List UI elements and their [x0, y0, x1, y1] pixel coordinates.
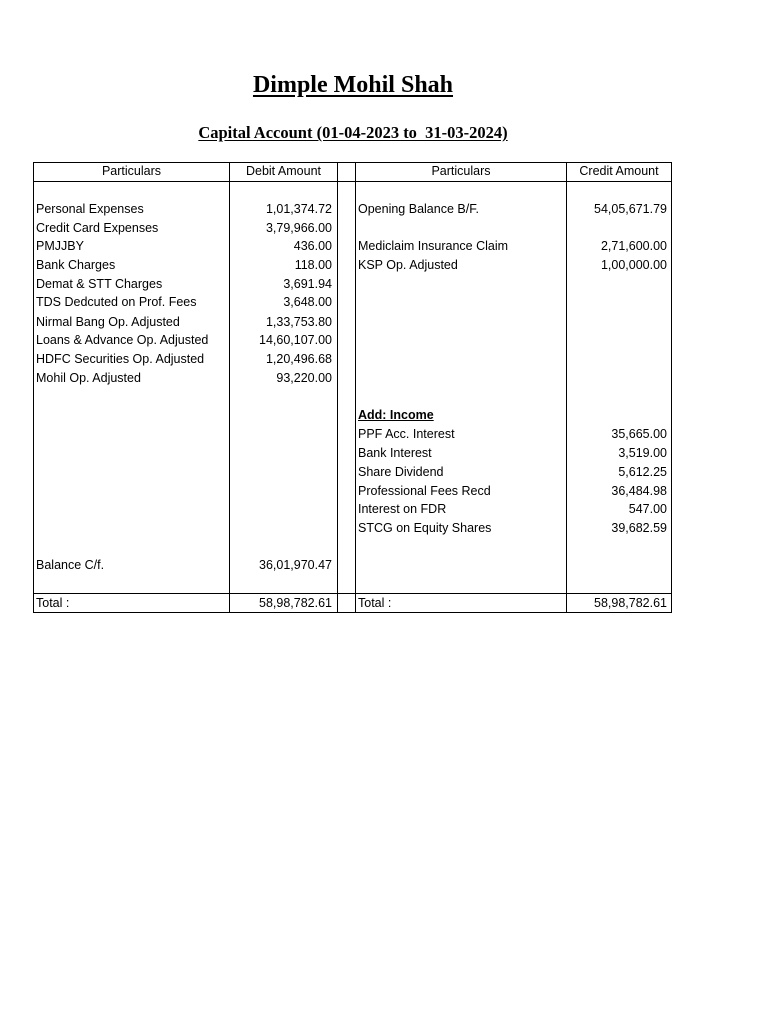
income-row-label: Interest on FDR — [358, 502, 447, 516]
credit-row-amount: 54,05,671.79 — [594, 202, 667, 216]
debit-row-amount: 1,01,374.72 — [265, 202, 332, 216]
debit-row-label: TDS Dedcuted on Prof. Fees — [36, 295, 197, 309]
header-credit-amount: Credit Amount — [579, 164, 659, 178]
credit-row-label: KSP Op. Adjusted — [358, 258, 458, 272]
credit-row-amount: 2,71,600.00 — [600, 239, 667, 253]
debit-row-amount: 3,79,966.00 — [265, 221, 332, 235]
debit-row-amount: 93,220.00 — [276, 371, 332, 385]
debit-row-label: Mohil Op. Adjusted — [36, 371, 141, 385]
debit-row-label: Loans & Advance Op. Adjusted — [36, 333, 209, 347]
credit-row-label: Opening Balance B/F. — [358, 202, 479, 216]
income-heading: Add: Income — [358, 408, 434, 422]
debit-row-label: Bank Charges — [36, 258, 116, 272]
capital-account-table — [33, 162, 672, 613]
debit-row-label: Demat & STT Charges — [36, 277, 163, 291]
table-border-right — [671, 162, 672, 613]
income-row-amount: 36,484.98 — [611, 484, 667, 498]
debit-row-label: HDFC Securities Op. Adjusted — [36, 352, 205, 366]
credit-total-label: Total : — [358, 596, 392, 610]
debit-total-amount: 58,98,782.61 — [259, 596, 332, 610]
debit-row-label: Credit Card Expenses — [36, 221, 159, 235]
header-debit-particulars: Particulars — [101, 164, 162, 178]
income-row-amount: 35,665.00 — [611, 427, 667, 441]
header-debit-amount: Debit Amount — [245, 164, 322, 178]
debit-row-amount: 3,648.00 — [283, 295, 332, 309]
table-border-bottom — [33, 612, 672, 613]
table-border-left — [33, 162, 34, 613]
income-row-label: PPF Acc. Interest — [358, 427, 455, 441]
balance-cf-label: Balance C/f. — [36, 558, 105, 572]
credit-row-amount: 1,00,000.00 — [600, 258, 667, 272]
debit-row-amount: 118.00 — [294, 258, 332, 272]
debit-row-amount: 1,20,496.68 — [265, 352, 332, 366]
income-row-amount: 547.00 — [628, 502, 667, 516]
column-divider — [337, 162, 338, 613]
debit-row-label: Personal Expenses — [36, 202, 144, 216]
header-credit-particulars: Particulars — [431, 164, 491, 178]
income-row-label: Bank Interest — [358, 446, 432, 460]
debit-row-amount: 436.00 — [293, 239, 332, 253]
debit-row-amount: 14,60,107.00 — [259, 333, 332, 347]
document-subtitle: Capital Account (01-04-2023 to 31-03-2024) — [198, 123, 508, 142]
income-row-label: Share Dividend — [358, 465, 444, 479]
balance-cf-amount: 36,01,970.47 — [259, 558, 332, 572]
debit-row-amount: 3,691.94 — [283, 277, 332, 291]
debit-total-label: Total : — [36, 596, 70, 610]
income-row-label: STCG on Equity Shares — [358, 521, 492, 535]
column-divider — [566, 162, 567, 613]
debit-row-amount: 1,33,753.80 — [265, 315, 332, 329]
debit-row-label: PMJJBY — [36, 239, 84, 253]
header-divider — [33, 181, 672, 182]
income-row-amount: 3,519.00 — [618, 446, 667, 460]
income-row-label: Professional Fees Recd — [358, 484, 491, 498]
debit-row-label: Nirmal Bang Op. Adjusted — [36, 315, 180, 329]
credit-row-label: Mediclaim Insurance Claim — [358, 239, 509, 253]
document-title: Dimple Mohil Shah — [252, 72, 454, 98]
income-row-amount: 39,682.59 — [611, 521, 667, 535]
credit-total-amount: 58,98,782.61 — [594, 596, 667, 610]
income-row-amount: 5,612.25 — [618, 465, 667, 479]
column-divider — [355, 162, 356, 613]
